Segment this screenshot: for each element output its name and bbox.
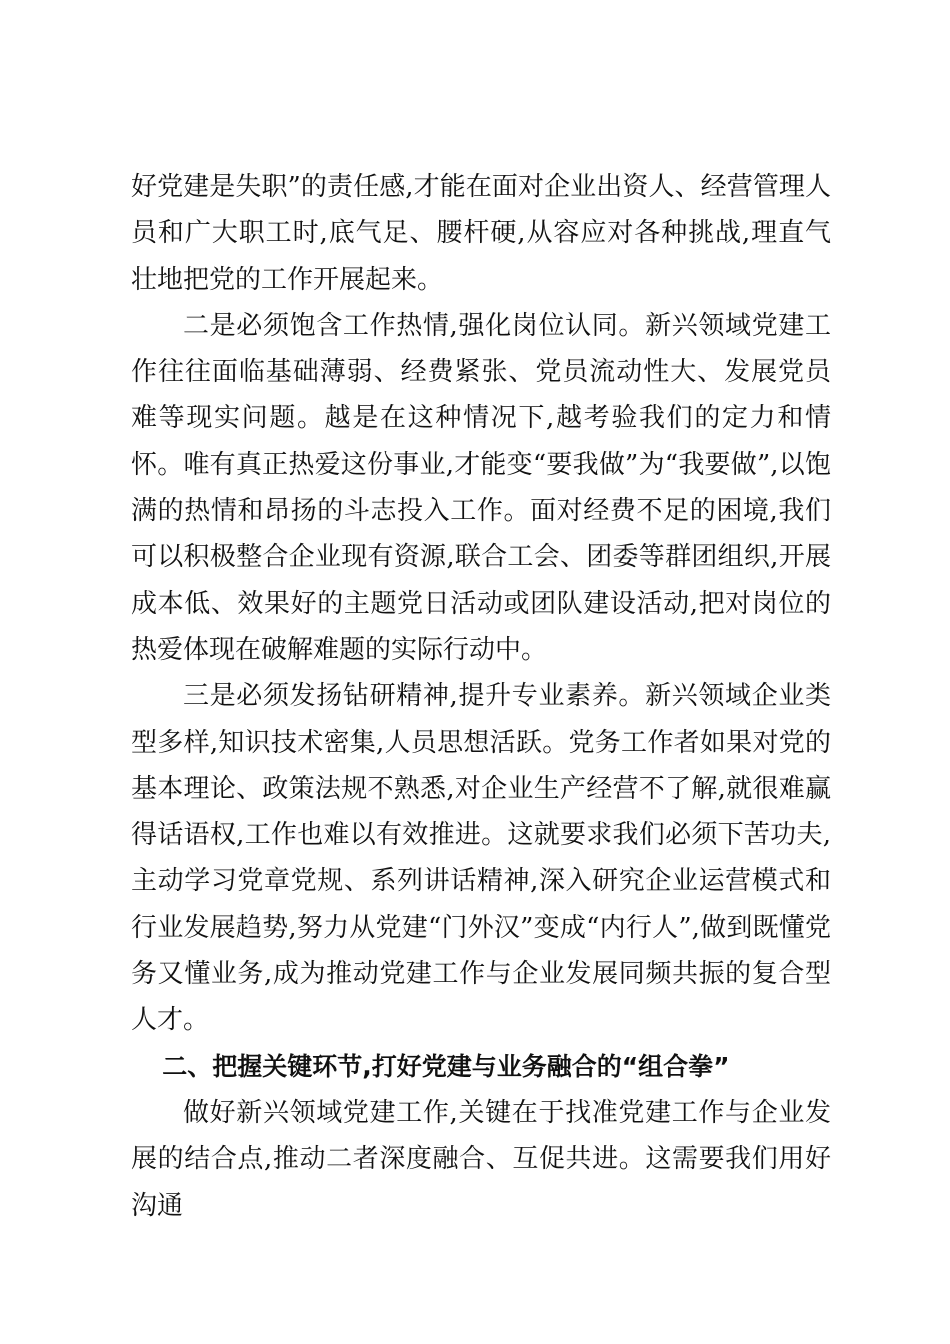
paragraph-continuation: 好党建是失职”的责任感,才能在面对企业出资人、经营管理人员和广大职工时,底气足、腰杆硬,从容应对各种挑战,理直气壮地把党的工作开展起来。 [131,172,831,295]
paragraph-integration: 做好新兴领域党建工作,关键在于找准党建工作与企业发展的结合点,推动二者深度融合、互促共进。这需要我们用好沟通 [131,1097,831,1221]
paragraph-expertise: 三是必须发扬钻研精神,提升专业素养。新兴领域企业类型多样,知识技术密集,人员思想活跃。党务工作者如果对党的基本理论、政策法规不熟悉,对企业生产经营不了解,就很难赢得话语权,工作也难以有效推进。这就要求我们必须下苦功夫,主动学习党章党规、系列讲话精神,深入研究企业运营模式和行业发展趋势,努力从党建“门外汉”变成“内行人”,做到既懂党务又懂业务,成为推动党建工作与企业发展同频共振的复合型人才。 [131,681,831,1036]
document-body [131,164,831,1229]
paragraph-passion: 二是必须饱含工作热情,强化岗位认同。新兴领域党建工作往往面临基础薄弱、经费紧张、党员流动性大、发展党员难等现实问题。越是在这种情况下,越考验我们的定力和情怀。唯有真正热爱这份事业,才能变“要我做”为“我要做”,以饱满的热情和昂扬的斗志投入工作。面对经费不足的困境,我们可以积极整合企业现有资源,联合工会、团委等群团组织,开展成本低、效果好的主题党日活动或团队建设活动,把对岗位的热爱体现在破解难题的实际行动中。 [131,310,831,665]
section-heading: 二、把握关键环节,打好党建与业务融合的“组合拳” [162,1051,730,1081]
